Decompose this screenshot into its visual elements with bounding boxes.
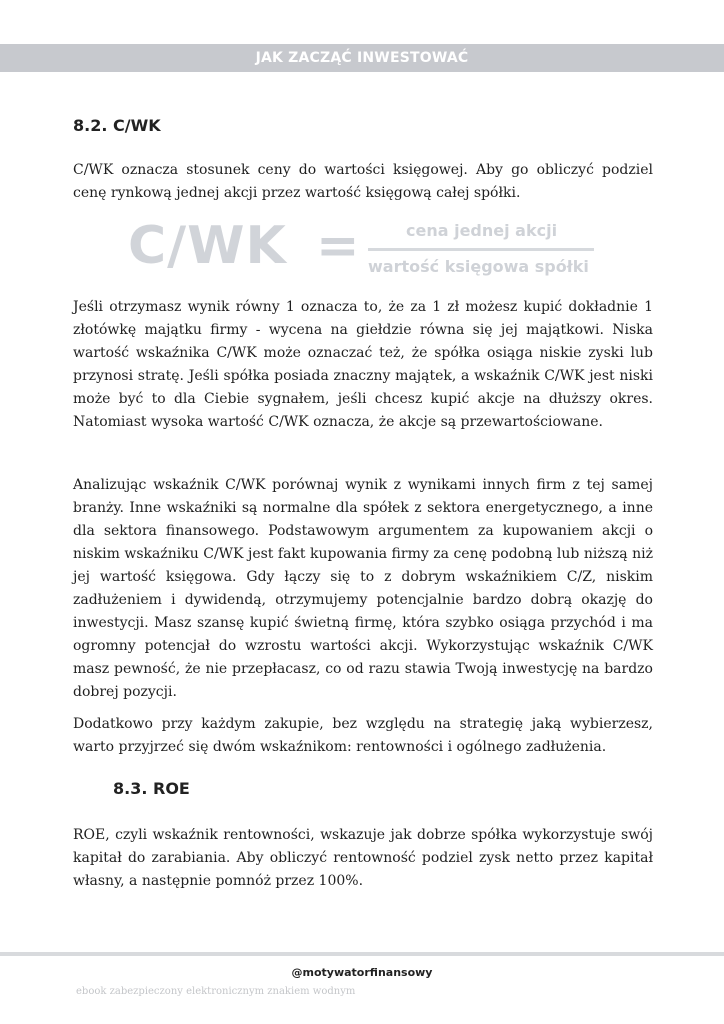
section-heading-roe: 8.3. ROE bbox=[113, 779, 190, 798]
formula-lhs: C/WK bbox=[128, 216, 287, 276]
cwk-formula bbox=[128, 216, 598, 282]
cwk-paragraph-3: Dodatkowo przy każdym zakupie, bez względu na strategię jaką wybierzesz, warto przyjrzeć się dwóm wskaźnikom: rentowności i ogólnego zadłużenia. bbox=[73, 716, 653, 755]
cwk-paragraph-2: Analizując wskaźnik C/WK porównaj wynik z wynikami innych firm z tej samej branży. Inne wskaźniki są normalne dla spółek z sektora energetycznego, a inne dla sektora finansowego. Podstawowym argumentem za kupowaniem akcji o niskim wskaźniku C/WK jest fakt kupowania firmy za cenę podobną lub niższą niż jej wartość księgowa. Gdy łączy się to z dobrym wskaźnikiem C/Z, niskim zadłużeniem i dywidendą, otrzymujemy potencjalnie bardzo dobrą okazję do inwestycji. Masz szansę kupić świetną firmę, która szybko osiąga przychód i ma ogromny potencjał do wzrostu wartości akcji. Wykorzystując wskaźnik C/WK masz pewność, że nie przepłacasz, co od razu stawia Twoją inwestycję na bardzo dobrej pozycji. bbox=[73, 477, 653, 700]
section-heading-cwk: 8.2. C/WK bbox=[73, 116, 161, 135]
intro-paragraph: C/WK oznacza stosunek ceny do wartości księgowej. Aby go obliczyć podziel cenę rynkową jednej akcji przez wartość księgową całej spółki. bbox=[73, 162, 653, 201]
page-header-title: JAK ZACZĄĆ INWESTOWAĆ bbox=[255, 50, 469, 66]
roe-paragraph-1: ROE, czyli wskaźnik rentowności, wskazuje jak dobrze spółka wykorzystuje swój kapitał do zarabiania. Aby obliczyć rentowność podziel zysk netto przez kapitał własny, a następnie pomnóż przez 100%. bbox=[73, 827, 653, 889]
formula-fraction-bar bbox=[368, 248, 594, 251]
formula-numerator: cena jednej akcji bbox=[406, 221, 558, 240]
footer-watermark: ebook zabezpieczony elektronicznym znakiem wodnym bbox=[76, 986, 356, 997]
formula-equals: = bbox=[316, 216, 360, 276]
cwk-paragraph-1: Jeśli otrzymasz wynik równy 1 oznacza to, że za 1 zł możesz kupić dokładnie 1 złotówkę majątku firmy - wycena na giełdzie równa się jej majątkowi. Niska wartość wskaźnika C/WK może oznaczać też, że spółka osiąga niskie zyski lub przynosi stratę. Jeśli spółka posiada znaczny majątek, a wskaźnik C/WK jest niski może być to dla Ciebie sygnałem, jeśli chcesz kupić akcje na dłuższy okres. Natomiast wysoka wartość C/WK oznacza, że akcje są przewartościowane. bbox=[73, 299, 653, 430]
formula-denominator: wartość księgowa spółki bbox=[368, 257, 589, 276]
page-header-bar bbox=[0, 44, 724, 72]
footer-divider bbox=[0, 952, 724, 956]
footer-handle: @motywatorfinansowy bbox=[291, 966, 433, 979]
